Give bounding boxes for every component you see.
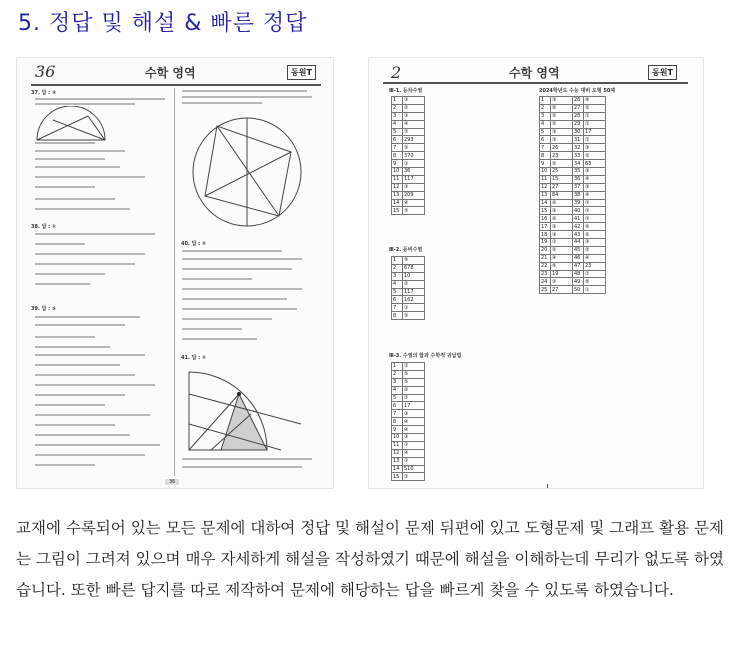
table-row [540, 168, 606, 176]
table-cell: 3 [392, 112, 403, 120]
question-label: 39. 답 : ⑤ [31, 306, 57, 312]
table-cell: 9 [392, 160, 403, 168]
table-row [392, 152, 425, 160]
table-cell: ③ [403, 434, 425, 442]
table-cell: 9 [392, 426, 403, 434]
table-row [392, 264, 425, 272]
table-cell: ③ [403, 112, 425, 120]
table-cell: 63 [584, 160, 606, 168]
table-cell: 6 [392, 136, 403, 144]
table-row [392, 183, 425, 191]
table-cell: 7 [392, 410, 403, 418]
table-cell: 16 [540, 215, 551, 223]
table-cell: 44 [573, 239, 584, 247]
header-rule [31, 84, 321, 86]
table-cell: 50 [573, 286, 584, 294]
table-cell: 27 [551, 183, 573, 191]
table-cell: 5 [392, 394, 403, 402]
table-row [392, 168, 425, 176]
table-row [540, 104, 606, 112]
table-cell: 15 [540, 207, 551, 215]
table-row [392, 199, 425, 207]
table-cell: 39 [573, 199, 584, 207]
page-heading: 5. 정답 및 해설 & 빠른 정답 [18, 11, 308, 36]
table-cell: 7 [540, 144, 551, 152]
table-cell: ② [551, 112, 573, 120]
table-cell: ④ [403, 426, 425, 434]
table-row [392, 272, 425, 280]
table-cell: ① [551, 239, 573, 247]
table-cell: 10 [392, 168, 403, 176]
question-label: 41. 답 : ① [181, 355, 207, 361]
table-cell: 293 [403, 136, 425, 144]
table-cell: 11 [392, 441, 403, 449]
solution-page-image [16, 57, 334, 489]
table-cell: 8 [392, 312, 403, 320]
table-row [392, 370, 425, 378]
table-cell: 3 [392, 378, 403, 386]
answer-table-csat [539, 96, 606, 294]
table-row [392, 160, 425, 168]
table-cell: ③ [584, 144, 606, 152]
table-cell: 14 [392, 465, 403, 473]
table-cell: ⑤ [403, 257, 425, 265]
table-cell: ④ [584, 175, 606, 183]
table-row [392, 128, 425, 136]
table-cell: 33 [573, 152, 584, 160]
table-cell: ② [551, 278, 573, 286]
description-paragraph: 교재에 수록되어 있는 모든 문제에 대하여 정답 및 해설이 문제 뒤편에 있고 도형문제 및 그래프 활용 문제는 그림이 그려져 있으며 매우 자세하게 해설을 작성하였기 때문에 해설을 이해하는데 무리가 없도록 하였습니다. 또한 빠른 답지를 따로 제작하여 문제에 해당하는 답을 빠르게 찾을 수 있도록 하였습니다. [16, 519, 724, 599]
table-cell: 19 [540, 239, 551, 247]
table-row [540, 262, 606, 270]
table-cell: 28 [573, 112, 584, 120]
table-row [392, 175, 425, 183]
table-cell: ① [584, 199, 606, 207]
table-cell: 209 [403, 191, 425, 199]
table-cell: ③ [403, 410, 425, 418]
table-cell: 12 [540, 183, 551, 191]
table-cell: 36 [403, 168, 425, 176]
page-center-mark [547, 484, 548, 489]
table-cell: ④ [584, 254, 606, 262]
table-cell: 2 [392, 370, 403, 378]
table-cell: 2 [392, 264, 403, 272]
table-cell: 10 [403, 272, 425, 280]
table-cell: 24 [540, 278, 551, 286]
table-row [540, 175, 606, 183]
table-row [540, 215, 606, 223]
table-cell: ③ [584, 239, 606, 247]
table-cell: ① [584, 207, 606, 215]
table-row [540, 207, 606, 215]
table-cell: ① [403, 473, 425, 481]
table-cell: 4 [392, 280, 403, 288]
table-cell: 7 [392, 304, 403, 312]
table-cell: ① [584, 120, 606, 128]
table-cell: 117 [403, 175, 425, 183]
table-cell: ⑤ [403, 207, 425, 215]
table-cell: ③ [584, 183, 606, 191]
table-cell: 23 [540, 270, 551, 278]
answer-table-arithmetic [391, 96, 425, 215]
table-cell: 22 [540, 262, 551, 270]
table-cell: ② [551, 120, 573, 128]
table-cell: 25 [540, 286, 551, 294]
solution-page-subject: 수학 영역 [145, 66, 196, 80]
table-cell: ④ [584, 191, 606, 199]
table-cell: 42 [573, 223, 584, 231]
table-cell: ① [403, 304, 425, 312]
table-cell: 26 [573, 97, 584, 105]
table-cell: 32 [573, 144, 584, 152]
table-cell: 1 [392, 257, 403, 265]
table-cell: ① [584, 270, 606, 278]
table-row [540, 246, 606, 254]
table-cell: ③ [403, 183, 425, 191]
table-row [392, 410, 425, 418]
table-cell: 4 [392, 120, 403, 128]
table-cell: ④ [403, 120, 425, 128]
table-cell: 19 [551, 270, 573, 278]
table-row [392, 112, 425, 120]
table-cell: ③ [403, 97, 425, 105]
table-row [540, 97, 606, 105]
table-cell: 12 [392, 183, 403, 191]
table-cell: 678 [403, 264, 425, 272]
table-cell: ⑤ [403, 144, 425, 152]
table-row [540, 223, 606, 231]
table-cell: 48 [573, 270, 584, 278]
table-cell: ③ [551, 136, 573, 144]
answer-table-series [391, 362, 425, 481]
section-title: Ⅲ-2. 등비수열 [389, 247, 423, 253]
table-cell: 10 [540, 168, 551, 176]
table-cell: 11 [392, 175, 403, 183]
table-cell: ④ [403, 449, 425, 457]
table-cell: ② [584, 231, 606, 239]
table-cell: 10 [392, 434, 403, 442]
table-row [392, 97, 425, 105]
solution-page-number: 36 [35, 62, 56, 81]
table-cell: 34 [573, 160, 584, 168]
table-row [540, 160, 606, 168]
table-cell: 4 [392, 386, 403, 394]
table-cell: 15 [392, 473, 403, 481]
table-row [392, 363, 425, 371]
table-cell: ③ [551, 207, 573, 215]
table-cell: 30 [573, 128, 584, 136]
table-row [540, 136, 606, 144]
table-row [392, 449, 425, 457]
table-cell: 37 [573, 183, 584, 191]
table-cell: 17 [540, 223, 551, 231]
table-row [540, 199, 606, 207]
table-cell: 8 [392, 152, 403, 160]
answer-page-number: 2 [391, 63, 402, 82]
table-row [540, 191, 606, 199]
table-cell: ② [584, 152, 606, 160]
table-cell: ⑤ [551, 104, 573, 112]
table-cell: ① [403, 363, 425, 371]
table-cell: 370 [403, 152, 425, 160]
table-cell: ② [551, 246, 573, 254]
table-cell: 41 [573, 215, 584, 223]
table-cell: ② [584, 104, 606, 112]
table-cell: ① [584, 215, 606, 223]
table-cell: 162 [403, 296, 425, 304]
table-row [392, 402, 425, 410]
answer-table-geometric [391, 256, 425, 320]
table-row [392, 312, 425, 320]
table-row [392, 104, 425, 112]
section-title: Ⅲ-3. 수열의 합과 수학적 귀납법 [389, 353, 462, 359]
answer-page-subject: 수학 영역 [509, 66, 560, 80]
table-cell: 27 [573, 104, 584, 112]
table-cell: ④ [551, 254, 573, 262]
table-cell: 26 [551, 144, 573, 152]
table-cell: 14 [540, 199, 551, 207]
table-row [392, 426, 425, 434]
table-cell: 6 [392, 296, 403, 304]
table-cell: ② [551, 160, 573, 168]
table-row [392, 136, 425, 144]
table-cell: 27 [551, 286, 573, 294]
table-cell: 35 [573, 168, 584, 176]
table-cell: 9 [540, 160, 551, 168]
table-row [540, 278, 606, 286]
table-row [540, 128, 606, 136]
table-row [540, 144, 606, 152]
table-cell: ① [403, 394, 425, 402]
table-row [540, 120, 606, 128]
table-row [392, 257, 425, 265]
table-cell: ② [584, 246, 606, 254]
table-cell: ③ [551, 231, 573, 239]
table-cell: 5 [540, 128, 551, 136]
section-title: Ⅲ-1. 등차수열 [389, 88, 423, 94]
quarter-circle-figure [181, 364, 316, 454]
question-label: 37. 답 : ③ [31, 90, 57, 96]
table-row [392, 434, 425, 442]
table-row [540, 286, 606, 294]
table-cell: 23 [551, 152, 573, 160]
table-row [392, 280, 425, 288]
table-cell: 14 [392, 199, 403, 207]
solution-page-footer: 36 [165, 479, 179, 485]
table-cell: ④ [584, 97, 606, 105]
table-row [392, 144, 425, 152]
table-cell: ④ [403, 199, 425, 207]
table-cell: 25 [551, 168, 573, 176]
table-cell: ⑤ [403, 370, 425, 378]
table-cell: ① [584, 112, 606, 120]
table-row [540, 152, 606, 160]
table-cell: ② [403, 280, 425, 288]
table-cell: 8 [540, 152, 551, 160]
table-cell: 31 [573, 136, 584, 144]
table-row [392, 473, 425, 481]
question-label: 38. 답 : ① [31, 224, 57, 230]
table-row [392, 191, 425, 199]
question-label: 40. 답 : ① [181, 241, 207, 247]
table-cell: ① [403, 160, 425, 168]
answer-author-badge: 동원T [648, 65, 677, 80]
table-cell: 13 [540, 191, 551, 199]
table-cell: 43 [573, 231, 584, 239]
table-row [392, 457, 425, 465]
table-cell: 17 [584, 128, 606, 136]
table-cell: ① [403, 441, 425, 449]
table-row [540, 112, 606, 120]
table-cell: 45 [573, 246, 584, 254]
table-cell: 13 [392, 457, 403, 465]
table-cell: 49 [573, 278, 584, 286]
header-rule [383, 82, 688, 84]
table-cell: ⑤ [551, 262, 573, 270]
table-cell: ⑤ [584, 278, 606, 286]
circle-figure [187, 110, 307, 232]
table-row [392, 288, 425, 296]
table-row [392, 296, 425, 304]
table-cell: ③ [551, 97, 573, 105]
table-cell: 3 [540, 112, 551, 120]
table-cell: 1 [392, 97, 403, 105]
table-cell: 15 [392, 207, 403, 215]
table-cell: ⑤ [584, 223, 606, 231]
table-cell: 38 [573, 191, 584, 199]
table-cell: ① [403, 457, 425, 465]
solution-author-badge: 동원T [287, 65, 316, 80]
table-cell: 13 [392, 191, 403, 199]
table-row [392, 441, 425, 449]
table-row [392, 418, 425, 426]
column-divider [174, 88, 175, 476]
table-cell: ② [403, 386, 425, 394]
table-cell: 20 [540, 246, 551, 254]
table-cell: 7 [392, 144, 403, 152]
table-cell: ② [551, 199, 573, 207]
table-row [540, 239, 606, 247]
table-cell: 6 [540, 136, 551, 144]
table-cell: 47 [573, 262, 584, 270]
table-cell: 117 [403, 288, 425, 296]
table-cell: 1 [540, 97, 551, 105]
table-cell: ⑤ [403, 312, 425, 320]
table-cell: 8 [392, 418, 403, 426]
table-cell: 18 [540, 231, 551, 239]
table-cell: 5 [392, 128, 403, 136]
table-cell: ④ [403, 418, 425, 426]
table-cell: 21 [540, 254, 551, 262]
table-cell: 1 [392, 363, 403, 371]
table-cell: 17 [403, 402, 425, 410]
table-cell: ① [584, 286, 606, 294]
table-row [540, 183, 606, 191]
table-row [392, 207, 425, 215]
table-cell: 15 [551, 175, 573, 183]
table-cell: 46 [573, 254, 584, 262]
semicircle-figure [33, 106, 109, 144]
table-cell: 2 [540, 104, 551, 112]
table-cell: 2 [392, 104, 403, 112]
table-row [392, 386, 425, 394]
table-cell: ① [584, 136, 606, 144]
table-cell: 23 [584, 262, 606, 270]
table-cell: 36 [573, 175, 584, 183]
table-cell: 5 [392, 288, 403, 296]
table-cell: 3 [392, 272, 403, 280]
table-row [540, 231, 606, 239]
table-cell: ② [551, 215, 573, 223]
table-cell: ⑦ [403, 128, 425, 136]
table-row [392, 465, 425, 473]
table-cell: 84 [551, 191, 573, 199]
csat-table-title: 2024학년도 수능 대비 도형 50제 [539, 88, 616, 94]
table-cell: 11 [540, 175, 551, 183]
quick-answer-page-image [368, 57, 704, 489]
table-cell: 4 [540, 120, 551, 128]
table-cell: ③ [584, 168, 606, 176]
table-row [392, 378, 425, 386]
table-cell: 29 [573, 120, 584, 128]
table-cell: 510 [403, 465, 425, 473]
table-cell: 12 [392, 449, 403, 457]
table-row [392, 120, 425, 128]
table-cell: 6 [392, 402, 403, 410]
table-cell: ② [403, 104, 425, 112]
table-row [540, 254, 606, 262]
table-row [540, 270, 606, 278]
table-row [392, 304, 425, 312]
table-row [392, 394, 425, 402]
table-cell: ③ [551, 128, 573, 136]
table-cell: ⑤ [403, 378, 425, 386]
table-cell: 40 [573, 207, 584, 215]
table-cell: ③ [551, 223, 573, 231]
